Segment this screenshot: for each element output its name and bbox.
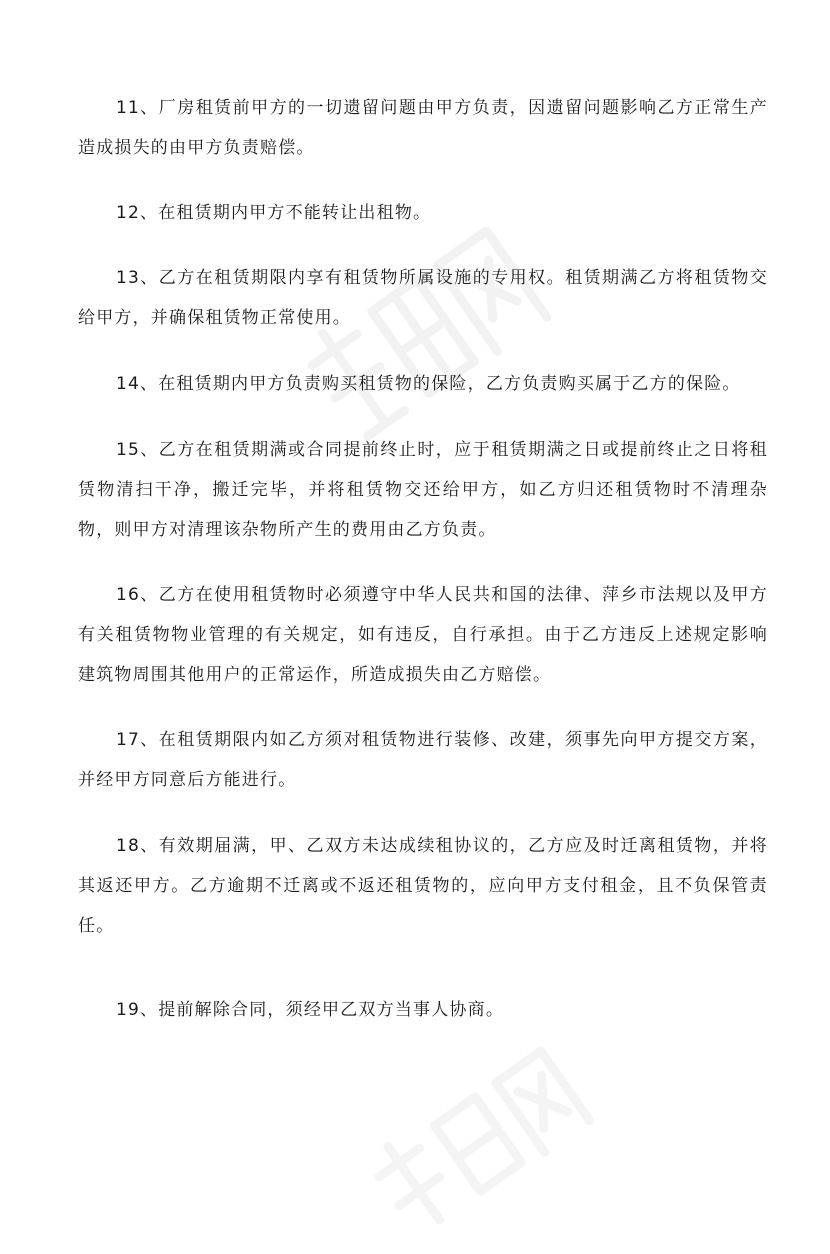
clause-13: 13、乙方在租赁期限内享有租赁物所属设施的专用权。租赁期满乙方将租赁物交给甲方，并确保租赁物正常使用。 [78, 268, 768, 328]
clause-18: 18、有效期届满，甲、乙双方未达成续租协议的，乙方应及时迁离租赁物，并将其返还甲方。乙方逾期不迁离或不返还租赁物的，应向甲方支付租金，且不负保管责任。 [78, 836, 768, 936]
clause-17: 17、在租赁期限内如乙方须对租赁物进行装修、改建，须事先向甲方提交方案，并经甲方同意后方能进行。 [78, 730, 768, 790]
clause-16: 16、乙方在使用租赁物时必须遵守中华人民共和国的法律、萍乡市法规以及甲方有关租赁物物业管理的有关规定，如有违反，自行承担。由于乙方违反上述规定影响建筑物周围其他用户的正常运作，所造成损失由乙方赔偿。 [78, 585, 768, 685]
clause-15: 15、乙方在租赁期满或合同提前终止时，应于租赁期满之日或提前终止之日将租赁物清扫干净，搬迁完毕，并将租赁物交还给甲方，如乙方归还租赁物时不清理杂物，则甲方对清理该杂物所产生的费用由乙方负责。 [78, 440, 768, 540]
clause-12: 12、在租赁期内甲方不能转让出租物。 [116, 203, 432, 223]
clause-19: 19、提前解除合同，须经甲乙双方当事人协商。 [116, 1000, 505, 1020]
clause-14: 14、在租赁期内甲方负责购买租赁物的保险，乙方负责购买属于乙方的保险。 [116, 374, 741, 394]
watermark-logo-icon [349, 1029, 600, 1251]
clause-11: 11、厂房租赁前甲方的一切遗留问题由甲方负责，因遗留问题影响乙方正常生产造成损失的由甲方负责赔偿。 [78, 98, 768, 158]
